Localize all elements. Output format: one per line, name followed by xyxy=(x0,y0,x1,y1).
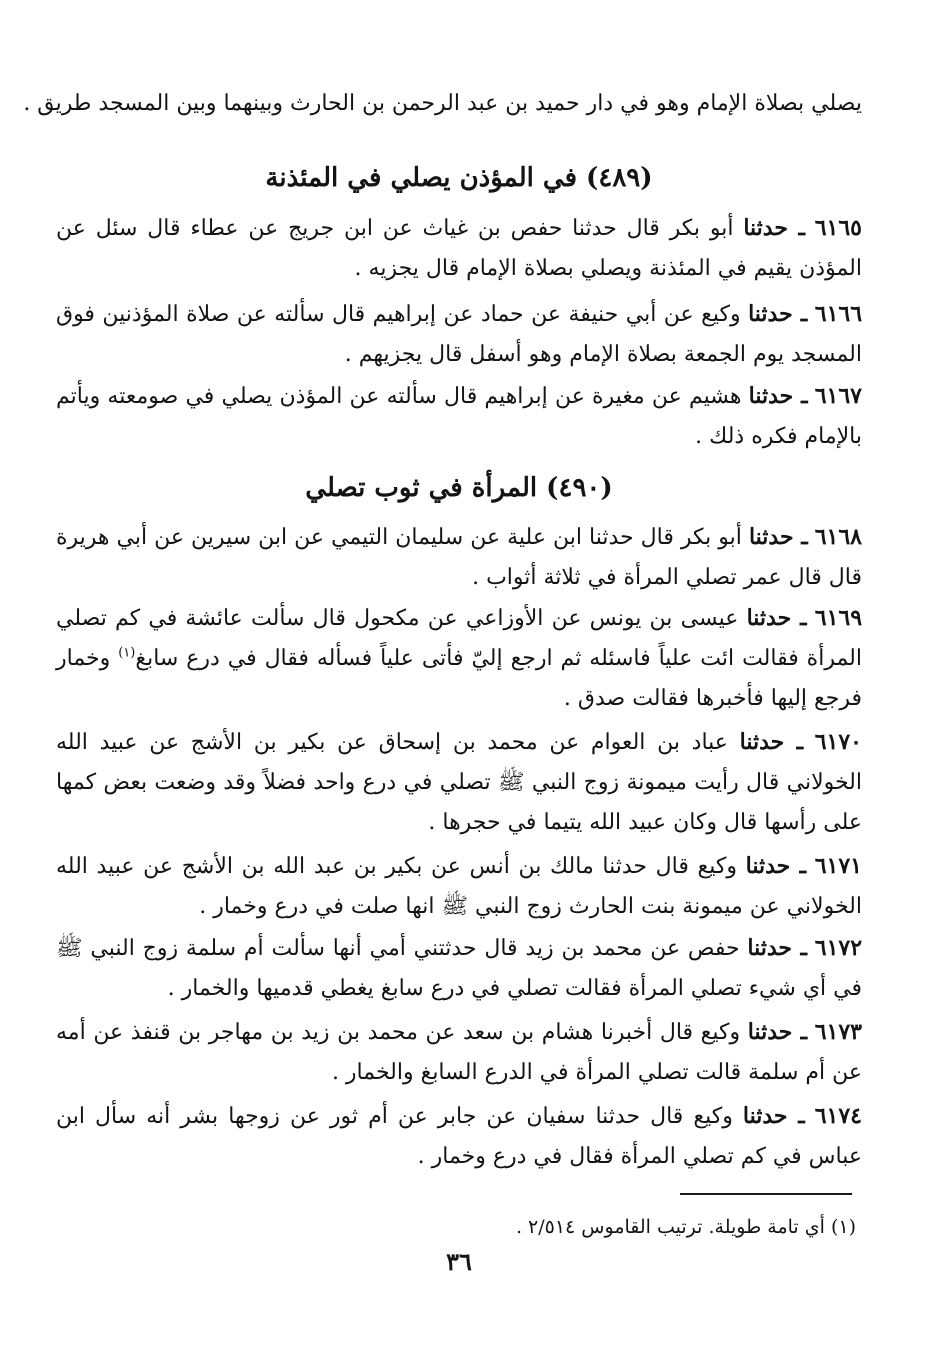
hadith-lead: ـ حدثنا xyxy=(747,1019,808,1045)
hadith-entry-6173 xyxy=(56,1012,862,1093)
hadith-number: ٦١٦٥ xyxy=(814,215,862,241)
hadith-text: حفص عن محمد بن زيد قال حدثتني أمي أنها سألت أم سلمة زوج النبي ﷺ في أي شيء تصلي المرأة فقالت تصلي في درع سابغ يغطي قدميها والخمار . xyxy=(56,936,862,1001)
hadith-text: أبو بكر قال حدثنا ابن علية عن سليمان التيمي عن ابن سيرين عن أبي هريرة قال قال عمر تصلي المرأة في ثلاثة أثواب . xyxy=(56,525,862,590)
footnote-1: (١) أي تامة طويلة. ترتيب القاموس ٢/٥١٤ . xyxy=(515,1216,856,1238)
hadith-lead: ـ حدثنا xyxy=(748,383,808,409)
hadith-entry-6170 xyxy=(56,722,862,843)
footnote-reference[interactable]: (١) xyxy=(118,645,136,661)
hadith-number: ٦١٦٩ xyxy=(814,605,863,631)
hadith-lead: ـ حدثنا xyxy=(745,853,807,879)
hadith-entry-6168 xyxy=(56,517,862,598)
hadith-entry-6167 xyxy=(56,376,862,457)
hadith-number: ٦١٦٦ xyxy=(814,301,863,327)
hadith-number: ٦١٦٧ xyxy=(814,383,862,409)
hadith-entry-6174 xyxy=(56,1096,862,1177)
book-page xyxy=(23,0,863,1370)
hadith-text: عيسى بن يونس عن الأوزاعي عن مكحول قال سألت عائشة في كم تصلي المرأة فقالت ائت علياً فاسئله ثم ارجع إليّ فأتى علياً فسأله فقال في درع سابغ xyxy=(56,606,862,671)
hadith-number: ٦١٧٢ xyxy=(814,935,863,961)
hadith-text: عباد بن العوام عن محمد بن إسحاق عن بكير بن الأشج عن عبيد الله الخولاني قال رأيت ميمونة زوج النبي ﷺ تصلي في درع واحد فضلاً وقد وضعت بعض كمها على رأسها قال وكان عبيد الله يتيما في حجرها . xyxy=(56,730,862,835)
hadith-text: هشيم عن مغيرة عن إبراهيم قال سألته عن المؤذن يصلي في صومعته ويأتم بالإمام فكره ذلك . xyxy=(56,384,862,449)
hadith-lead: ـ حدثنا xyxy=(746,605,807,631)
footnote-separator xyxy=(680,1193,852,1195)
hadith-number: ٦١٦٨ xyxy=(814,524,862,550)
hadith-lead: ـ حدثنا xyxy=(739,729,804,755)
section-heading-490: (٤٩٠) المرأة في ثوب تصلي xyxy=(305,473,613,503)
hadith-text: وكيع عن أبي حنيفة عن حماد عن إبراهيم قال سألته عن صلاة المؤذنين فوق المسجد يوم الجمعة بصلاة الإمام وهو أسفل قال يجزيهم . xyxy=(56,302,862,367)
page-number: ٣٦ xyxy=(446,1247,472,1276)
hadith-lead: ـ حدثنا xyxy=(747,935,807,961)
hadith-number: ٦١٧١ xyxy=(814,853,862,879)
hadith-entry-6169 xyxy=(56,598,862,719)
hadith-lead: ـ حدثنا xyxy=(742,1103,805,1129)
hadith-lead: ـ حدثنا xyxy=(748,301,808,327)
hadith-number: ٦١٧٠ xyxy=(814,729,862,755)
hadith-entry-6171 xyxy=(56,846,862,927)
hadith-lead: ـ حدثنا xyxy=(748,524,808,550)
hadith-entry-6165 xyxy=(56,208,862,289)
hadith-number: ٦١٧٣ xyxy=(814,1019,862,1045)
hadith-lead: ـ حدثنا xyxy=(743,215,805,241)
hadith-number: ٦١٧٤ xyxy=(814,1103,862,1129)
continuation-line: يصلي بصلاة الإمام وهو في دار حميد بن عبد الرحمن بن الحارث وبينهما وبين المسجد طريق . xyxy=(23,91,862,116)
hadith-text: وكيع قال حدثنا سفيان عن جابر عن أم ثور عن زوجها بشر أنه سأل ابن عباس في كم تصلي المرأة فقال في درع وخمار . xyxy=(56,1104,862,1169)
hadith-entry-6172 xyxy=(56,928,862,1009)
hadith-text: وكيع قال حدثنا مالك بن أنس عن بكير بن عبد الله بن الأشج عن عبيد الله الخولاني عن ميمونة بنت الحارث زوج النبي ﷺ انها صلت في درع وخمار . xyxy=(56,854,862,919)
hadith-text-continued: وخمار فرجع إليها فأخبرها فقالت صدق . xyxy=(56,646,862,711)
hadith-text: أبو بكر قال حدثنا حفص بن غياث عن ابن جريج عن عطاء قال سئل عن المؤذن يقيم في المئذنة ويصلي بصلاة الإمام قال يجزيه . xyxy=(56,216,862,281)
hadith-entry-6166 xyxy=(56,294,862,375)
hadith-text: وكيع قال أخبرنا هشام بن سعد عن محمد بن زيد بن مهاجر بن قنفذ عن أمه عن أم سلمة قالت تصلي المرأة في الدرع السابغ والخمار . xyxy=(56,1020,862,1085)
section-heading-489: (٤٨٩) في المؤذن يصلي في المئذنة xyxy=(265,163,653,193)
